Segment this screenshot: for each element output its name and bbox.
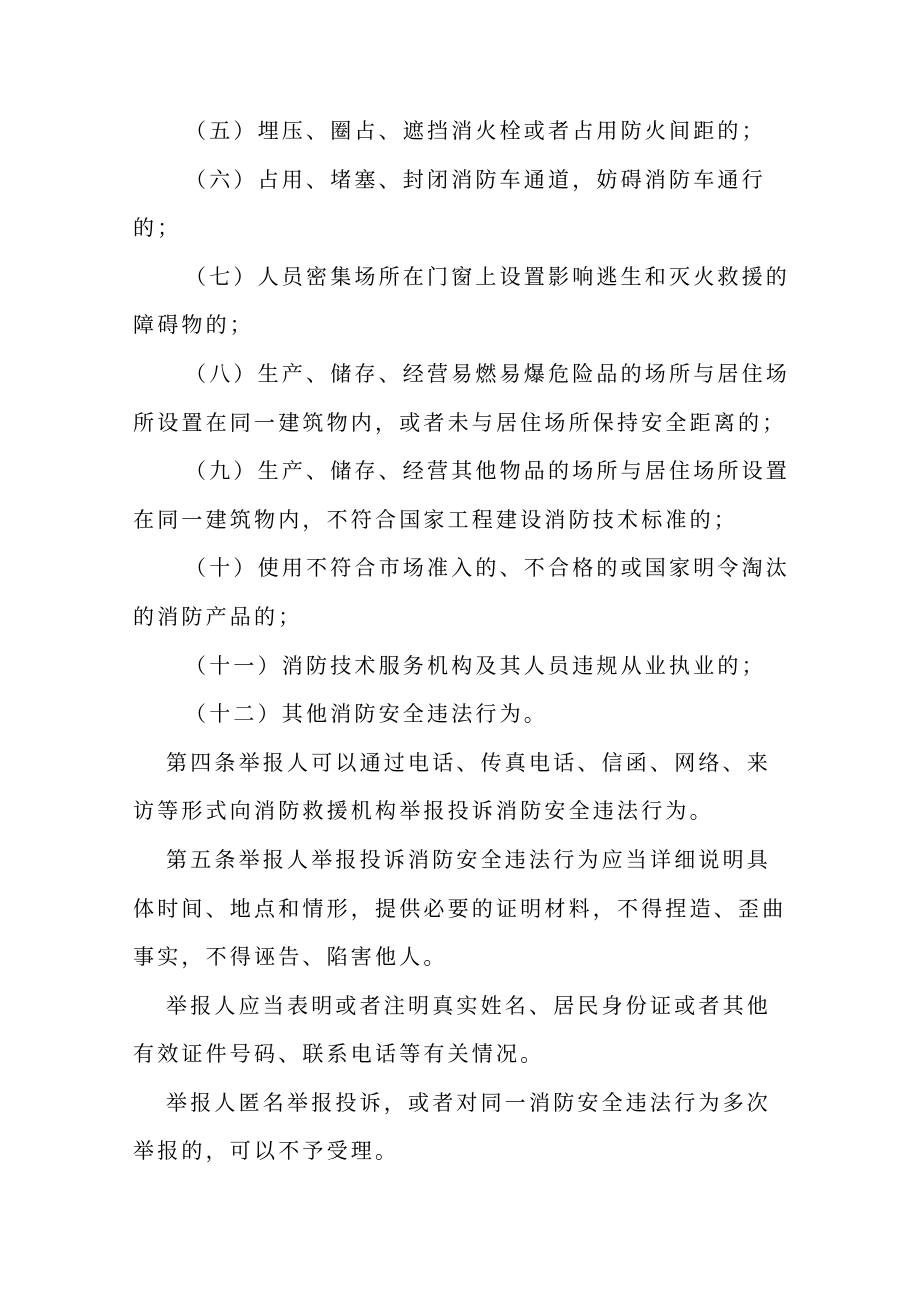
paragraph-article-5-anonymous: 举报人匿名举报投诉，或者对同一消防安全违法行为多次举报的，可以不予受理。 bbox=[133, 1090, 771, 1164]
paragraph-item-6: （六）占用、堵塞、封闭消防车通道，妨碍消防车通行的； bbox=[133, 167, 766, 241]
document-body bbox=[133, 107, 793, 1176]
paragraph-item-8: （八）生产、储存、经营易燃易爆危险品的场所与居住场所设置在同一建筑物内，或者未与居住场所保持安全距离的； bbox=[133, 361, 790, 435]
paragraph-item-12: （十二）其他消防安全违法行为。 bbox=[185, 702, 548, 727]
paragraph-item-9: （九）生产、储存、经营其他物品的场所与居住场所设置在同一建筑物内，不符合国家工程建设消防技术标准的； bbox=[133, 459, 790, 532]
paragraph-item-7: （七）人员密集场所在门窗上设置影响逃生和灭火救援的障碍物的； bbox=[133, 264, 790, 338]
paragraph-item-10: （十）使用不符合市场准入的、不合格的或国家明令淘汰的消防产品的； bbox=[133, 556, 790, 629]
paragraph-article-5: 第五条举报人举报投诉消防安全违法行为应当详细说明具体时间、地点和情形，提供必要的证明材料，不得捏造、歪曲事实，不得诬告、陷害他人。 bbox=[133, 847, 787, 970]
paragraph-article-4: 第四条举报人可以通过电话、传真电话、信函、网络、来访等形式向消防救援机构举报投诉消防安全违法行为。 bbox=[133, 750, 771, 824]
paragraph-item-11: （十一）消防技术服务机构及其人员违规从业执业的； bbox=[185, 653, 766, 678]
paragraph-article-5-identity: 举报人应当表明或者注明真实姓名、居民身份证或者其他有效证件号码、联系电话等有关情况。 bbox=[133, 993, 771, 1067]
paragraph-item-5: （五）埋压、圈占、遮挡消火栓或者占用防火间距的； bbox=[185, 119, 766, 143]
